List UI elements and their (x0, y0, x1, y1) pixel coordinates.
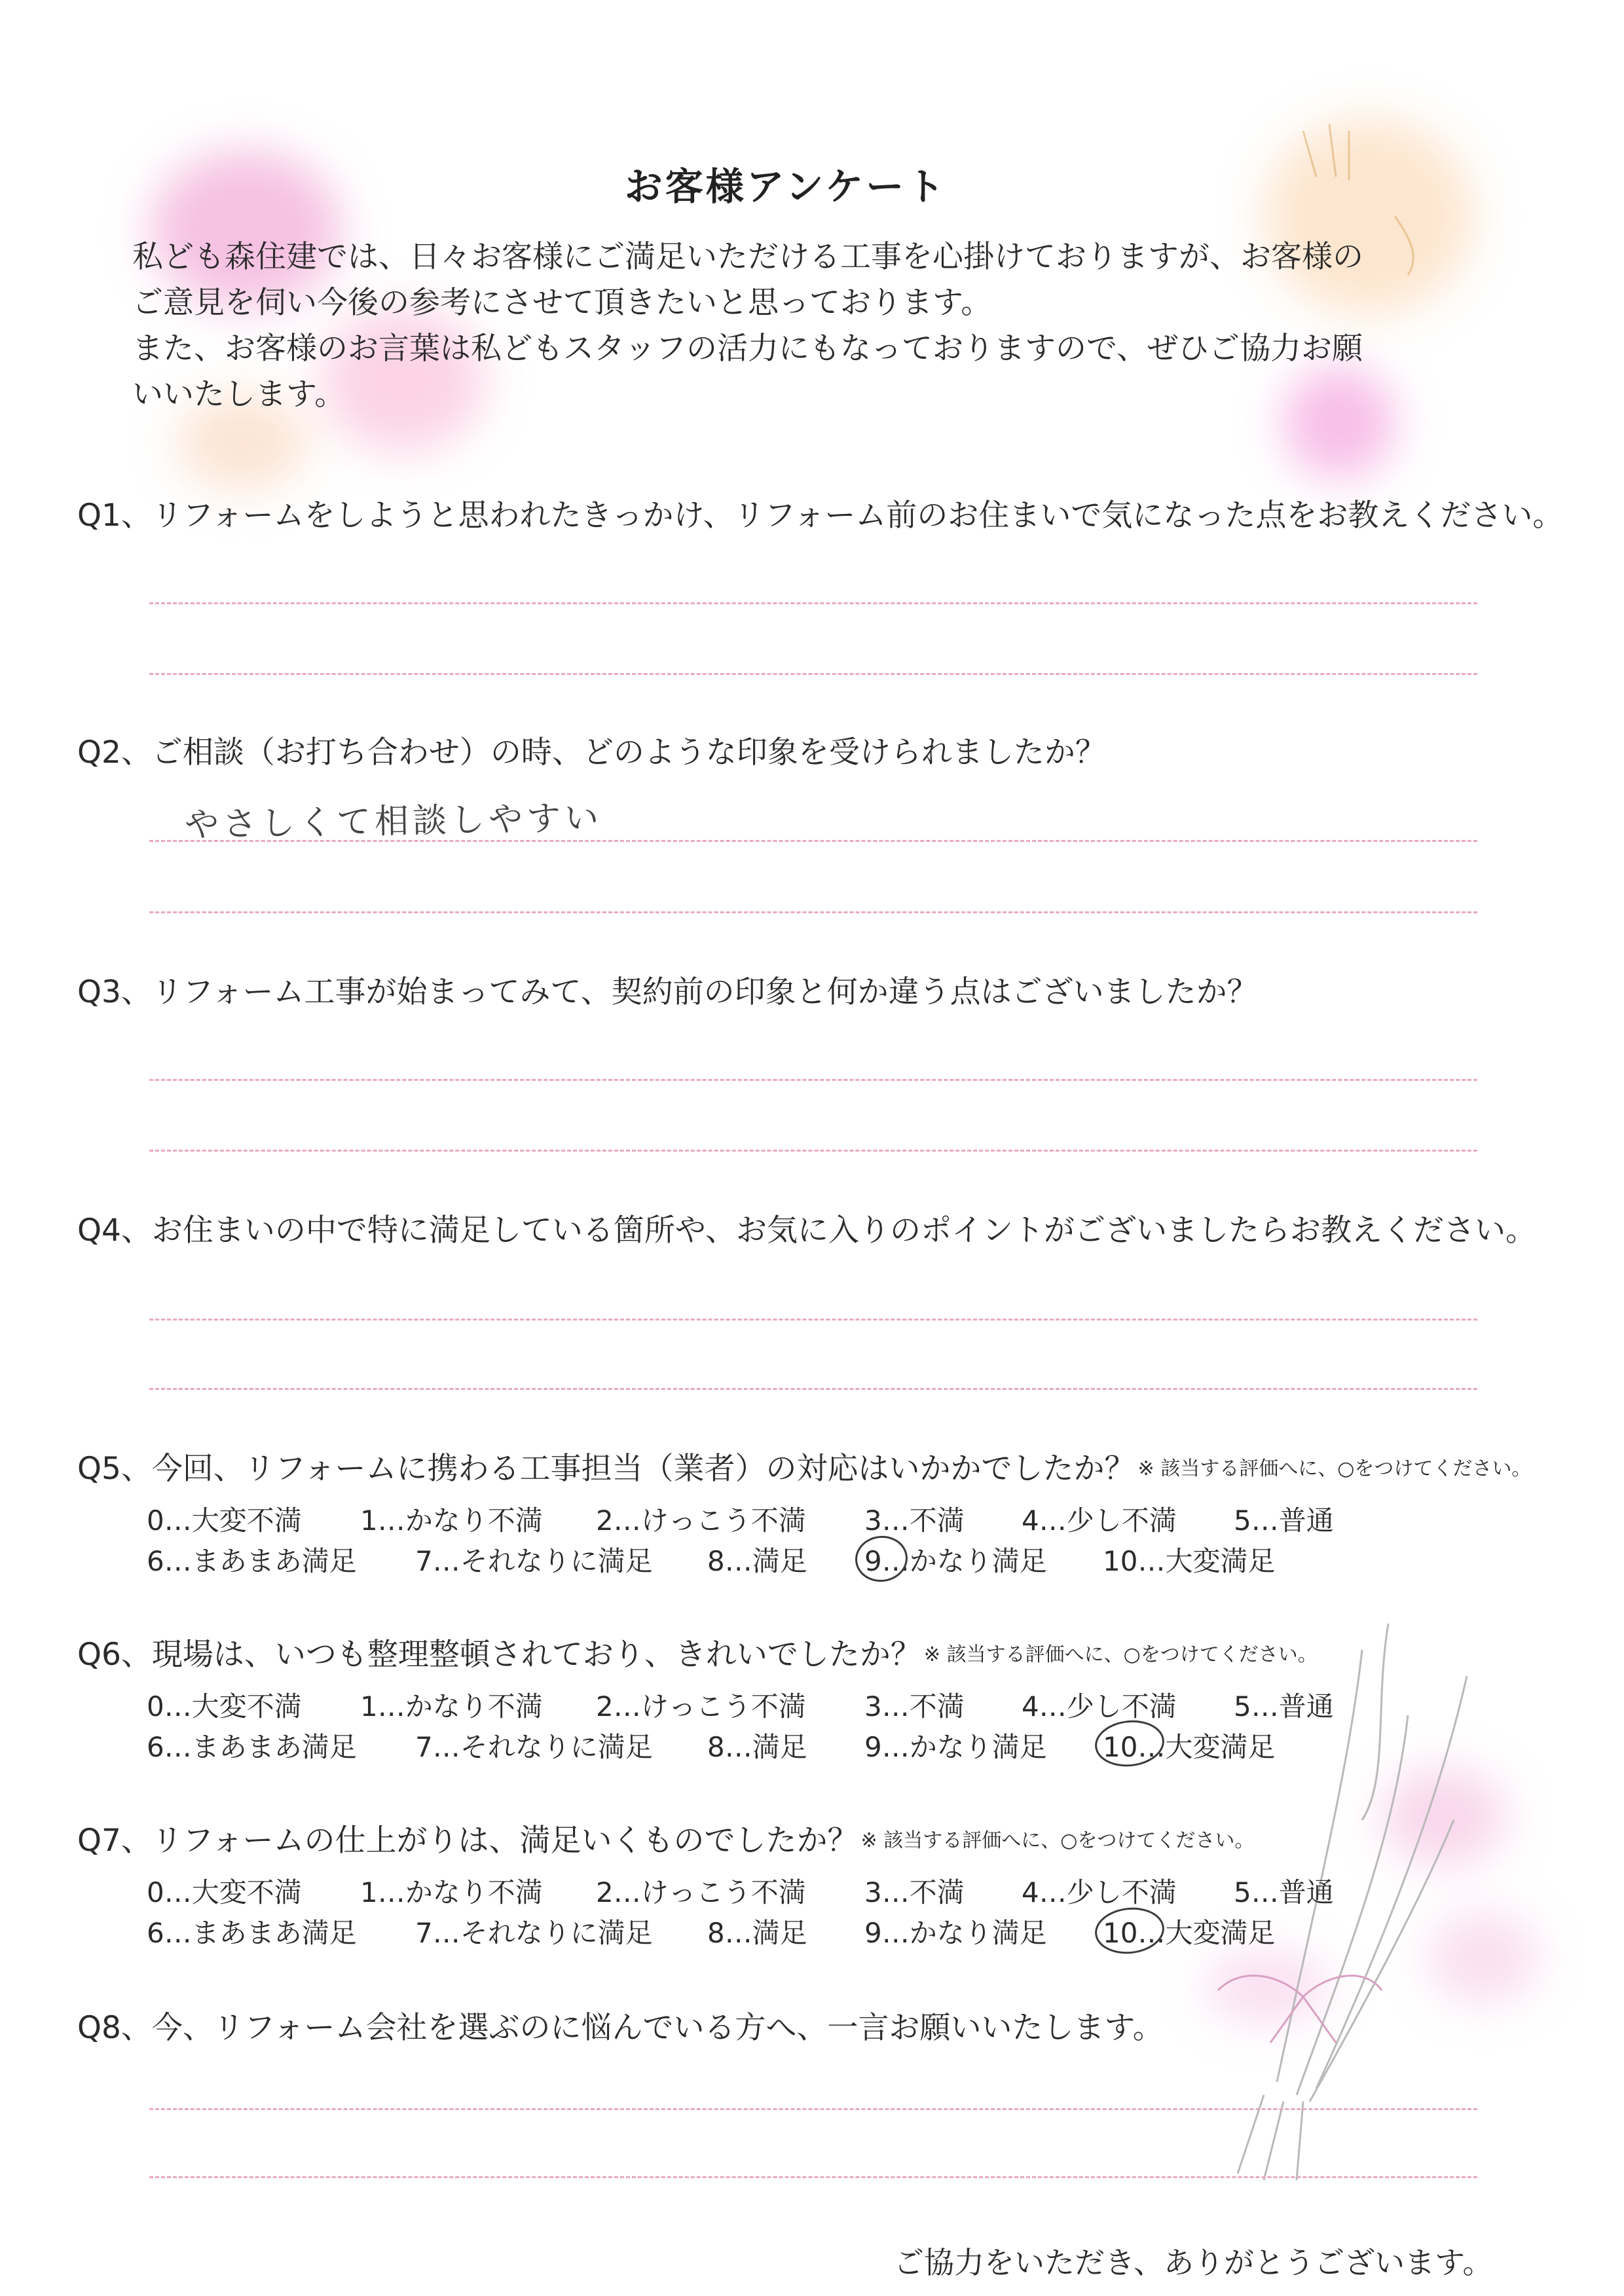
answer-line[interactable] (149, 673, 1477, 675)
intro-line: ご意見を伺い今後の参考にさせて頂きたいと思っております。 (132, 285, 992, 321)
rating-option-8[interactable]: 8…満足 (707, 1917, 807, 1949)
rating-option-9[interactable]: 9…かなり満足 (864, 1731, 1047, 1763)
rating-option-3[interactable]: 3…不満 (864, 1690, 965, 1722)
question-5 (77, 1444, 1531, 1488)
rating-option-0[interactable]: 0…大変不満 (147, 1504, 302, 1537)
rating-option-6[interactable]: 6…まあまあ満足 (147, 1731, 357, 1763)
rating-option-1[interactable]: 1…かなり不満 (360, 1690, 543, 1722)
intro-line: 私ども森住建では、日々お客様にご満足いただける工事を心掛けておりますが、お客様の (132, 239, 1363, 275)
question-6 (77, 1630, 1318, 1674)
answer-line[interactable] (149, 2108, 1477, 2110)
rating-option-2[interactable]: 2…けっこう不満 (596, 1690, 806, 1722)
rating-option-0[interactable]: 0…大変不満 (147, 1690, 302, 1722)
rating-option-10[interactable]: 10…大変満足 (1103, 1917, 1276, 1949)
answer-line[interactable] (149, 2176, 1477, 2178)
answer-line[interactable] (149, 1079, 1477, 1081)
question-6-text: Q6、現場は、いつも整理整頓されており、きれいでしたか？ (77, 1637, 921, 1673)
question-3: Q3、リフォーム工事が始まってみて、契約前の印象と何か違う点はございましたか？ (77, 974, 1258, 1010)
rating-option-3[interactable]: 3…不満 (864, 1876, 965, 1908)
intro-line: いいたします。 (132, 376, 346, 412)
rating-option-7[interactable]: 7…それなりに満足 (415, 1545, 653, 1577)
rating-option-5[interactable]: 5…普通 (1234, 1690, 1334, 1722)
rating-option-10[interactable]: 10…大変満足 (1103, 1731, 1276, 1763)
rating-option-10[interactable]: 10…大変満足 (1103, 1545, 1276, 1577)
survey-title: お客様アンケート (624, 164, 948, 209)
rating-option-2[interactable]: 2…けっこう不満 (596, 1876, 806, 1908)
rating-note: ※ 該当する評価へに、○をつけてください。 (1137, 1457, 1532, 1480)
answer-line[interactable] (149, 1388, 1477, 1390)
rating-option-0[interactable]: 0…大変不満 (147, 1876, 302, 1908)
thank-you-footer: ご協力をいただき、ありがとうございます。 (894, 2245, 1493, 2280)
question-5-text: Q5、今回、リフォームに携わる工事担当（業者）の対応はいかかでしたか？ (77, 1451, 1135, 1487)
answer-line[interactable] (149, 840, 1477, 842)
rating-option-5[interactable]: 5…普通 (1234, 1504, 1334, 1537)
question-7 (77, 1816, 1254, 1860)
intro-paragraph (132, 234, 1363, 418)
intro-line: また、お客様のお言葉は私どもスタッフの活力にもなっておりますので、ぜひご協力お願 (132, 331, 1363, 367)
rating-note: ※ 該当する評価へに、○をつけてください。 (923, 1643, 1318, 1666)
rating-option-2[interactable]: 2…けっこう不満 (596, 1504, 806, 1537)
question-8: Q8、今、リフォーム会社を選ぶのに悩んでいる方へ、一言お願いいたします。 (77, 2010, 1164, 2046)
question-4: Q4、お住まいの中で特に満足している箇所や、お気に入りのポイントがございましたらお教えください。 (77, 1212, 1536, 1248)
answer-line[interactable] (149, 602, 1477, 604)
rating-option-1[interactable]: 1…かなり不満 (360, 1876, 543, 1908)
rating-note: ※ 該当する評価へに、○をつけてください。 (860, 1829, 1255, 1852)
rating-option-9[interactable]: 9…かなり満足 (864, 1917, 1047, 1949)
rating-option-8[interactable]: 8…満足 (707, 1731, 807, 1763)
question-7-text: Q7、リフォームの仕上がりは、満足いくものでしたか？ (77, 1823, 858, 1859)
rating-option-5[interactable]: 5…普通 (1234, 1876, 1334, 1908)
rating-option-8[interactable]: 8…満足 (707, 1545, 807, 1577)
rating-option-1[interactable]: 1…かなり不満 (360, 1504, 543, 1537)
rating-option-3[interactable]: 3…不満 (864, 1504, 965, 1537)
handwritten-answer-q2: やさしくて相談しやすい (184, 798, 603, 845)
rating-option-7[interactable]: 7…それなりに満足 (415, 1917, 653, 1949)
rating-option-4[interactable]: 4…少し不満 (1022, 1504, 1177, 1537)
answer-line[interactable] (149, 911, 1477, 913)
rating-option-6[interactable]: 6…まあまあ満足 (147, 1917, 357, 1949)
rating-option-6[interactable]: 6…まあまあ満足 (147, 1545, 357, 1577)
rating-option-9[interactable]: 9…かなり満足 (864, 1545, 1047, 1577)
rating-option-4[interactable]: 4…少し不満 (1022, 1690, 1177, 1722)
rating-option-4[interactable]: 4…少し不満 (1022, 1876, 1177, 1908)
question-1: Q1、リフォームをしようと思われたきっかけ、リフォーム前のお住まいで気になった点をお教えください。 (77, 498, 1564, 534)
rating-option-7[interactable]: 7…それなりに満足 (415, 1731, 653, 1763)
question-2: Q2、ご相談（お打ち合わせ）の時、どのような印象を受けられましたか？ (77, 735, 1106, 771)
answer-line[interactable] (149, 1319, 1477, 1321)
answer-line[interactable] (149, 1150, 1477, 1152)
